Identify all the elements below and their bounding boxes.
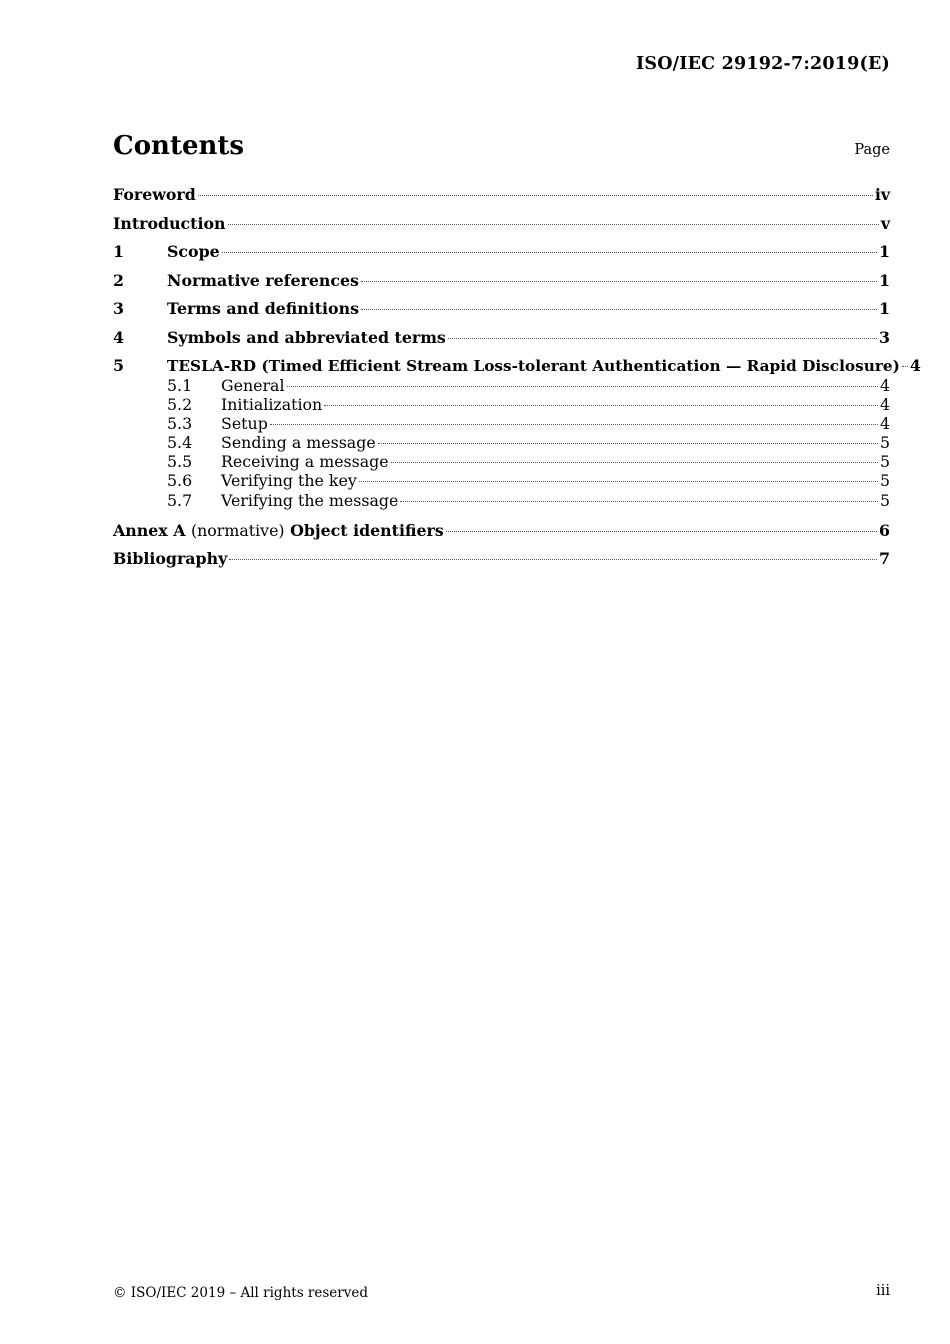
toc-entry-title: Terms and definitions <box>167 299 359 318</box>
toc-entry-number: 1 <box>113 242 124 261</box>
toc-subentry-page: 4 <box>879 375 890 395</box>
dot-leader <box>229 559 877 560</box>
toc-entry-page: iv <box>874 185 890 204</box>
annex-title: Object identifiers <box>290 520 444 540</box>
contents-title: Contents <box>113 131 245 161</box>
dot-leader <box>228 224 879 225</box>
dot-leader <box>446 531 877 532</box>
dot-leader <box>448 338 877 339</box>
dot-leader <box>378 443 878 444</box>
toc-entry-page: 1 <box>879 270 890 290</box>
dot-leader <box>324 405 878 406</box>
toc-entry-symbols[interactable] <box>113 327 890 356</box>
toc-entry-foreword[interactable] <box>113 184 890 213</box>
dot-leader <box>198 195 873 196</box>
toc-subentry-page: 4 <box>879 394 890 414</box>
dot-leader <box>361 281 877 282</box>
page-number: iii <box>876 1283 890 1299</box>
toc-subentry-verifying-key[interactable] <box>113 471 890 490</box>
toc-subentry-number: 5.3 <box>167 413 193 433</box>
toc-subentry-page: 5 <box>879 433 890 453</box>
dot-leader <box>400 501 878 502</box>
toc-entry-page: 6 <box>879 520 890 540</box>
toc-entry-page: v <box>880 213 890 233</box>
toc-entry-title: Introduction <box>113 213 226 233</box>
toc-entry-bibliography[interactable] <box>113 548 890 577</box>
toc-subentry-page: 5 <box>879 452 890 472</box>
toc-subentry-initialization[interactable] <box>113 395 890 414</box>
dot-leader <box>359 481 878 482</box>
dot-leader <box>391 462 878 463</box>
toc-entry-title: Foreword <box>113 185 196 204</box>
toc-subentry-title: Initialization <box>221 394 323 414</box>
toc-subentry-sending[interactable] <box>113 433 890 452</box>
toc-entry-title: Normative references <box>167 270 359 290</box>
toc-subentry-page: 4 <box>879 413 890 433</box>
toc-entry-introduction[interactable] <box>113 213 890 242</box>
toc-subentry-receiving[interactable] <box>113 452 890 471</box>
toc-entry-normative-references[interactable] <box>113 270 890 299</box>
dot-leader <box>270 424 878 425</box>
toc-subentry-page: 5 <box>879 490 890 510</box>
toc-subentry-title: Receiving a message <box>221 452 389 472</box>
toc-entry-number: 4 <box>113 327 124 347</box>
toc-entry-page: 3 <box>879 327 890 347</box>
toc-entry-terms-definitions[interactable] <box>113 298 890 327</box>
annex-type: (normative) <box>190 520 285 540</box>
toc-subentry-number: 5.7 <box>167 490 193 510</box>
toc-entry-scope[interactable] <box>113 241 890 270</box>
toc-subentry-title: Verifying the key <box>221 471 357 491</box>
table-of-contents <box>113 184 921 577</box>
dot-leader <box>222 252 877 253</box>
document-id: ISO/IEC 29192-7:2019(E) <box>636 54 890 74</box>
toc-entry-page: 1 <box>879 299 890 318</box>
toc-entry-title: Symbols and abbreviated terms <box>167 327 446 347</box>
toc-entry-annex-a[interactable] <box>113 520 890 549</box>
toc-subentry-number: 5.2 <box>167 394 193 414</box>
toc-subentry-title: Sending a message <box>221 433 376 453</box>
toc-entry-page: 1 <box>879 242 890 261</box>
toc-entry-number: 2 <box>113 270 124 290</box>
toc-entry-title <box>113 520 444 542</box>
toc-entry-title: Bibliography <box>113 549 228 569</box>
toc-subentry-title: General <box>221 375 285 395</box>
toc-subentry-number: 5.5 <box>167 452 193 472</box>
toc-entry-page: 4 <box>909 356 921 375</box>
dot-leader <box>287 386 878 387</box>
toc-entry-title: Scope <box>167 242 220 261</box>
toc-subentry-number: 5.6 <box>167 471 193 491</box>
page-column-label: Page <box>854 142 890 158</box>
dot-leader <box>361 309 877 310</box>
toc-subentry-number: 5.4 <box>167 433 193 453</box>
toc-entry-page: 7 <box>879 549 890 569</box>
copyright-notice: © ISO/IEC 2019 – All rights reserved <box>113 1285 368 1301</box>
toc-entry-number: 3 <box>113 299 124 318</box>
annex-label: Annex A <box>113 520 186 540</box>
toc-subentry-verifying-message[interactable] <box>113 491 890 510</box>
toc-subentry-number: 5.1 <box>167 375 193 395</box>
toc-entry-number: 5 <box>113 356 124 375</box>
toc-subentry-title: Verifying the message <box>221 490 399 510</box>
toc-subentry-page: 5 <box>879 471 890 491</box>
dot-leader <box>902 366 908 367</box>
toc-subentry-general[interactable] <box>113 376 890 395</box>
toc-subentry-setup[interactable] <box>113 414 890 433</box>
toc-subentry-title: Setup <box>221 413 268 433</box>
toc-entry-title: TESLA-RD (Timed Efficient Stream Loss-tolerant Authentication — Rapid Disclosure) <box>167 357 900 375</box>
